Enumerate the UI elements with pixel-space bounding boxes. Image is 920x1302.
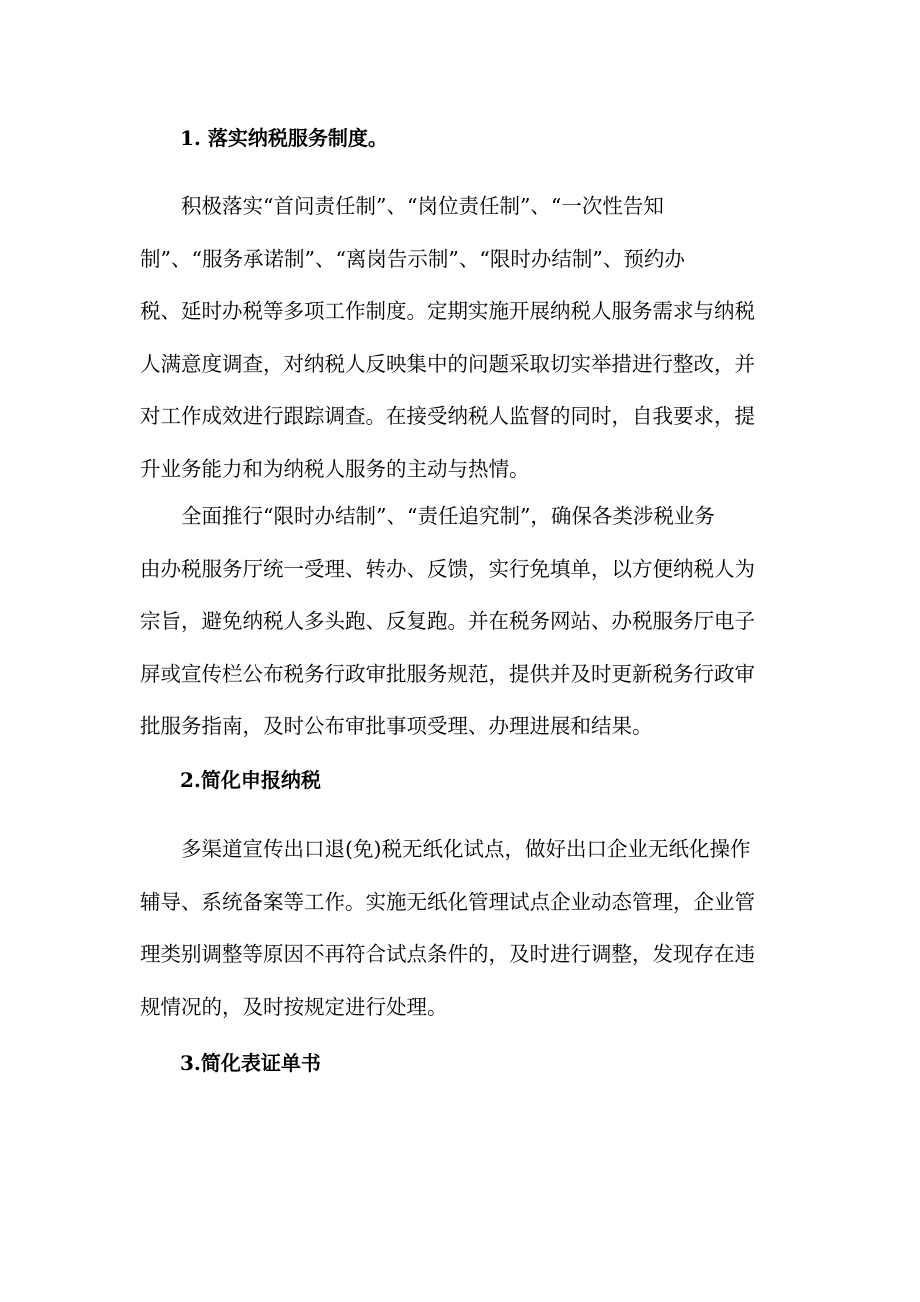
paragraph-line: 人满意度调查，对纳税人反映集中的问题采取切实举措进行整改，并 [140, 351, 755, 376]
paragraph-line: 税、延时办税等多项工作制度。定期实施开展纳税人服务需求与纳税 [140, 299, 755, 323]
paragraph-2 [140, 490, 788, 753]
paragraph-line: 升业务能力和为纳税人服务的主动与热情。 [140, 456, 530, 481]
paragraph-line: 制”、“服务承诺制”、“离岗告示制”、“限时办结制”、预约办 [140, 246, 685, 271]
paragraph-line: 理类别调整等原因不再符合试点条件的，及时进行调整，发现存在违 [140, 942, 755, 966]
paragraph-line: 多渠道宣传出口退(免)税无纸化试点，做好出口企业无纸化操作 [181, 837, 751, 861]
paragraph-line: 积极落实“首问责任制”、“岗位责任制”、“一次性告知 [181, 194, 664, 218]
paragraph-1 [140, 180, 788, 495]
paragraph-line: 全面推行“限时办结制”、“责任追究制”，确保各类涉税业务 [181, 504, 715, 528]
paragraph-line: 宗旨，避免纳税人多头跑、反复跑。并在税务网站、办税服务厅电子 [140, 609, 755, 633]
paragraph-line: 规情况的，及时按规定进行处理。 [140, 994, 448, 1019]
paragraph-3 [140, 823, 788, 1033]
paragraph-line: 辅导、系统备案等工作。实施无纸化管理试点企业动态管理，企业管 [140, 889, 755, 914]
paragraph-line: 对工作成效进行跟踪调查。在接受纳税人监督的同时，自我要求，提 [140, 404, 755, 428]
paragraph-line: 批服务指南，及时公布审批事项受理、办理进展和结果。 [140, 714, 653, 738]
section-heading-3: 3.简化表证单书 [180, 1051, 321, 1075]
section-heading-1: 1. 落实纳税服务制度。 [180, 126, 388, 150]
paragraph-line: 由办税服务厅统一受理、转办、反馈，实行免填单，以方便纳税人为 [140, 556, 755, 581]
paragraph-line: 屏或宣传栏公布税务行政审批服务规范，提供并及时更新税务行政审 [140, 661, 755, 686]
section-heading-2: 2.简化申报纳税 [180, 768, 321, 792]
